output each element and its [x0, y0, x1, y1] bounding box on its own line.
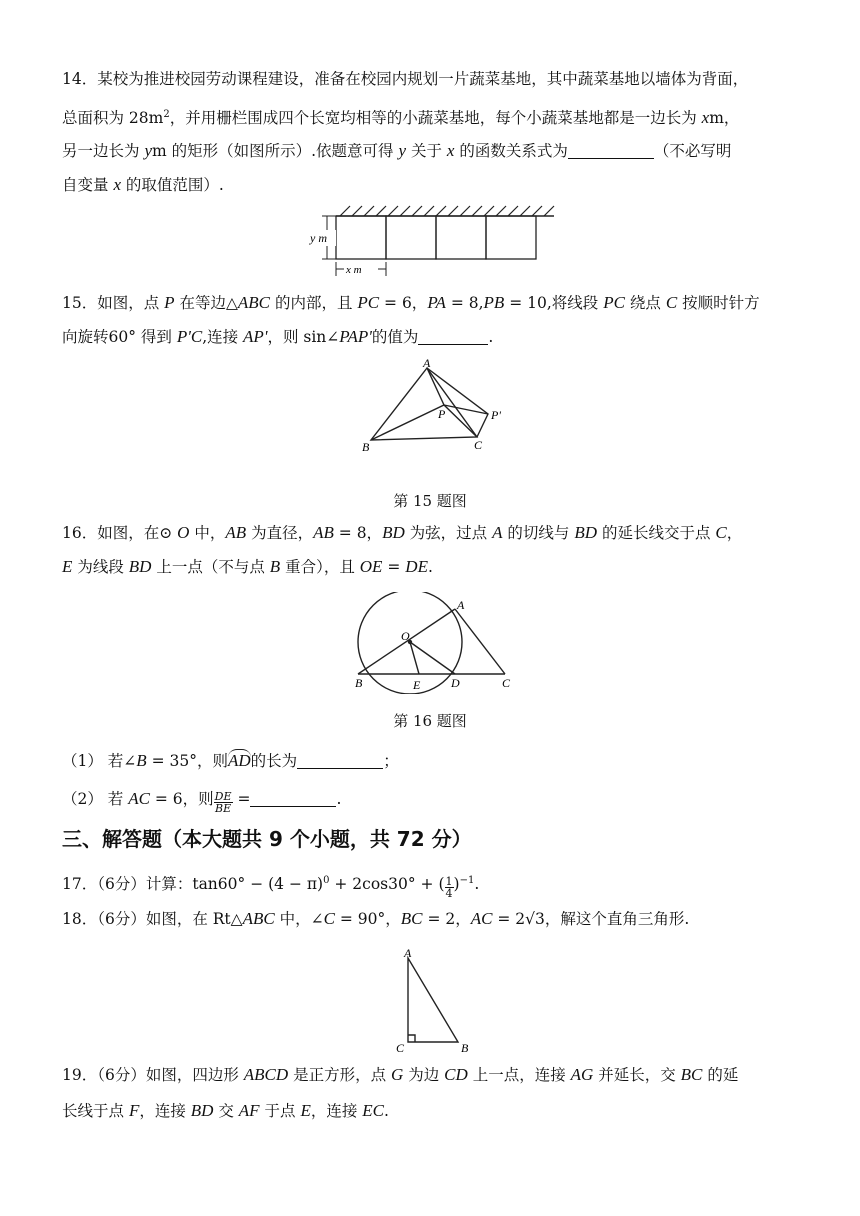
q16-line2: E 为线段 BD 上一点（不与点 B 重合），且 OE = DE.: [62, 557, 433, 576]
q14-y-label: y m: [310, 231, 327, 245]
q15-caption: 第 15 题图: [393, 492, 467, 510]
q19-line1: 19．（6分）如图，四边形 ABCD 是正方形，点 G 为边 CD 上一点，连接 AG 并延长，交 BC 的延: [62, 1065, 739, 1084]
q14-line2: 总面积为 $28m^2$，并用栅栏围成四个长宽均相等的小蔬菜基地，每个小蔬菜基地都是一边长为 xm，: [62, 108, 740, 127]
q15-label-B: B: [362, 440, 370, 452]
q15-label-C: C: [474, 438, 483, 452]
q16-label-B: B: [355, 676, 363, 690]
q18-label-C: C: [396, 1041, 405, 1055]
q16-sub1: （1） 若∠B = 35°，则AD的长为 ；: [62, 751, 399, 770]
q16-label-E: E: [413, 678, 421, 692]
section-heading: 三、解答题（本大题共 9 个小题，共 72 分）: [62, 827, 472, 851]
q15-line1: 15．如图，点 P 在等边△ABC 的内部，且 PC = 6，PA = 8,PB = 10,将线段 PC 绕点 C 按顺时针方: [62, 293, 760, 312]
q16-caption: 第 16 题图: [393, 712, 467, 730]
q15-figure: [355, 356, 525, 452]
q18-label-A: A: [404, 946, 412, 960]
q16-label-D: D: [451, 676, 460, 690]
q16-sub2: （2） 若 AC = 6，则 $\frac{DE}{BE}$ = .: [62, 789, 342, 815]
q17-fraction: $\frac{1}{4}$: [445, 875, 453, 900]
answer-blank-q16-1[interactable]: [297, 752, 383, 769]
q16-line1: 16．如图，在⊙ O 中，AB 为直径，AB = 8，BD 为弦，过点 A 的切线与 BD 的延长线交于点 C，: [62, 523, 743, 542]
q17-text: 17．（6分）计算：$\tan 60^\circ - (4 - \pi)^0 + 2\cos 30^\circ$ + ( $\frac{1}{4}$ )$^{-1}$.: [62, 875, 480, 900]
q16-figure: [345, 592, 525, 694]
q16-fraction: $\frac{DE}{BE}$: [214, 790, 232, 815]
q18-text: 18．（6分）如图，在 Rt△ABC 中，∠C = 90°，BC = 2，AC = 2√3，解这个直角三角形.: [62, 909, 690, 928]
q16-label-C: C: [502, 676, 511, 690]
q18-label-B: B: [461, 1041, 469, 1055]
q15-label-P: P: [438, 407, 446, 421]
q18-figure: [390, 944, 480, 1056]
answer-blank-q16-2[interactable]: [250, 790, 336, 807]
q15-label-A: A: [423, 356, 431, 370]
q14-figure: [300, 200, 570, 282]
q15-line2: 向旋转60° 得到 P'C,连接 AP'，则 sin∠PAP'的值为 .: [62, 327, 494, 346]
q14-line1: 14．某校为推进校园劳动课程建设，准备在校园内规划一片蔬菜基地，其中蔬菜基地以墙体为背面，: [62, 70, 749, 88]
q16-label-A: A: [457, 598, 465, 612]
q14-line3: 另一边长为 ym 的矩形（如图所示）.依题意可得 y 关于 x 的函数关系式为 （不必写明: [62, 141, 732, 160]
q19-line2: 长线于点 F，连接 BD 交 AF 于点 E，连接 EC.: [62, 1101, 389, 1120]
q14-line4: 自变量 x 的取值范围）.: [62, 175, 224, 194]
answer-blank-q15[interactable]: [418, 328, 488, 345]
q16-label-O: O: [401, 629, 410, 643]
answer-blank-q14[interactable]: [568, 142, 654, 159]
q14-x-label: x m: [346, 264, 362, 276]
q15-label-Pprime: P': [491, 408, 501, 422]
